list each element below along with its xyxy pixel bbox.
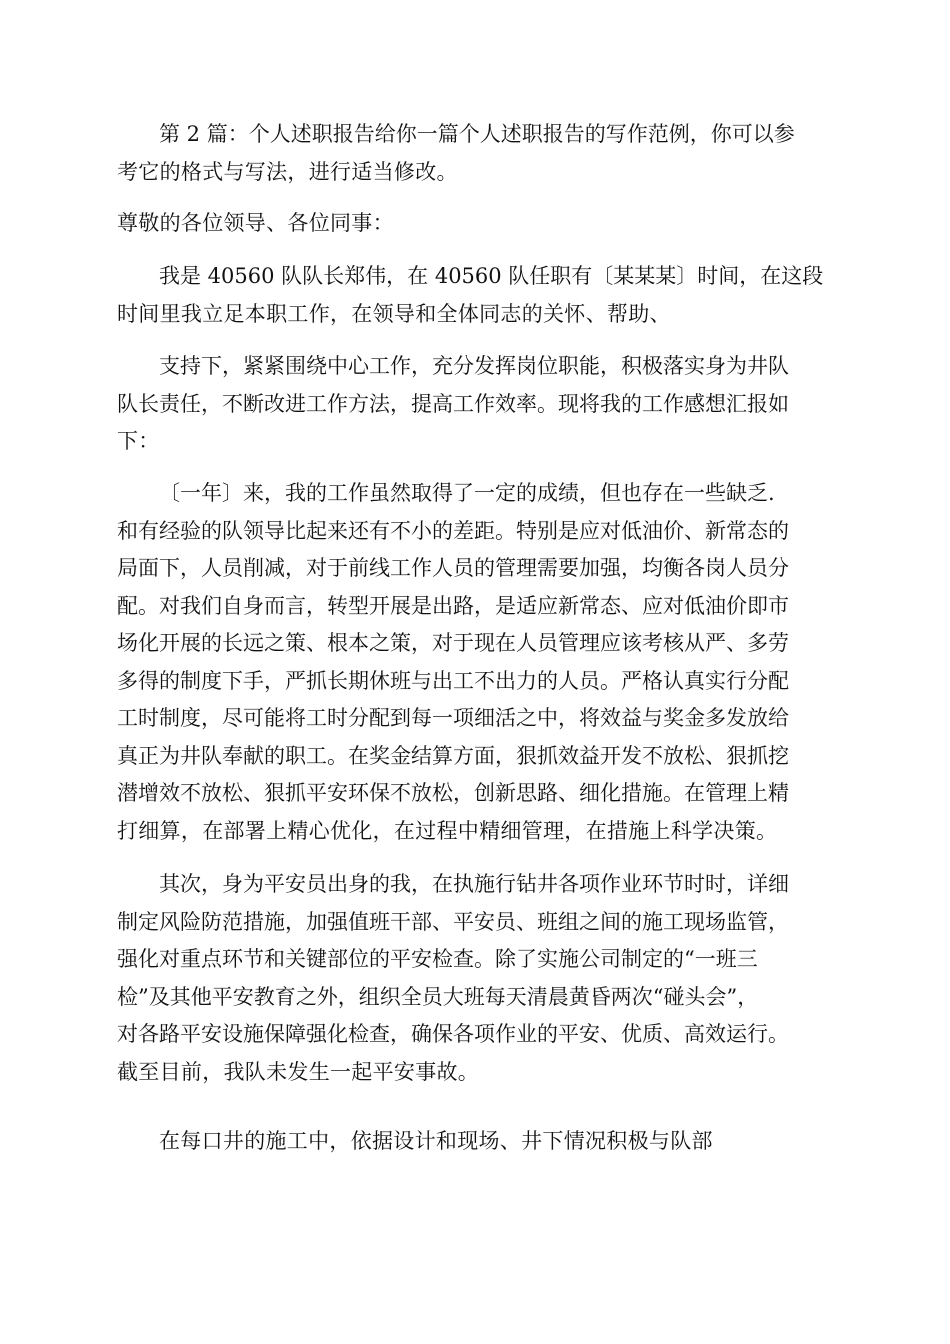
text-line: 局面下，人员削减，对于前线工作人员的管理需要加强，均衡各岗人员分 xyxy=(117,556,789,580)
text-line: 时间里我立足本职工作，在领导和全体同志的关怀、帮助、 xyxy=(117,301,671,326)
text-line: 考它的格式与写法，进行适当修改。 xyxy=(117,159,458,184)
paragraph-salutation xyxy=(117,205,830,243)
text-line: 在每口井的施工中，依据设计和现场、井下情况积极与队部 xyxy=(159,1129,713,1153)
paragraph-construction xyxy=(117,1123,830,1161)
text-line: 潜增效不放松、狠抓平安环保不放松，创新思路、细化措施。在管理上精 xyxy=(117,781,789,805)
text-line: 强化对重点环节和关键部位的平安检查。除了实施公司制定的“一班三 xyxy=(117,947,758,971)
text-line: 配。对我们自身而言，转型开展是出路，是适应新常态、应对低油价即市 xyxy=(117,593,789,618)
text-line: 对各路平安设施保障强化检查，确保各项作业的平安、优质、高效运行。 xyxy=(117,1022,789,1046)
text-line: 尊敬的各位领导、各位同事： xyxy=(117,211,394,235)
text-line: 多得的制度下手，严抓长期休班与出工不出力的人员。严格认真实行分配 xyxy=(117,668,789,693)
paragraph-intro xyxy=(117,116,830,191)
text-line: 和有经验的队领导比起来还有不小的差距。特别是应对低油价、新常态的 xyxy=(117,518,789,543)
paragraph-support xyxy=(117,348,830,461)
text-line: 下： xyxy=(117,429,160,453)
text-line: 支持下，紧紧围绕中心工作，充分发挥岗位职能，积极落实身为井队 xyxy=(159,354,789,378)
text-line: 其次，身为平安员出身的我，在执施行钻井各项作业环节时时，详细 xyxy=(159,872,789,896)
paragraph-safety xyxy=(117,866,830,1091)
text-line: 场化开展的长远之策、根本之策，对于现在人员管理应该考核从严、多劳 xyxy=(117,631,789,655)
text-line: 打细算，在部署上精心优化，在过程中精细管理，在措施上科学决策。 xyxy=(117,818,778,843)
text-line: 队长责任，不断改进工作方法，提高工作效率。现将我的工作感想汇报如 xyxy=(117,391,789,416)
text-line: 截至目前，我队未发生一起平安事故。 xyxy=(117,1059,480,1084)
text-line: 〔一年〕来，我的工作虽然取得了一定的成绩，但也存在一些缺乏. xyxy=(159,481,775,505)
text-line: 工时制度，尽可能将工时分配到每一项细活之中，将效益与奖金多发放给 xyxy=(117,706,789,730)
text-line: 检”及其他平安教育之外，组织全员大班每天清晨黄昏两次“碰头会”， xyxy=(117,984,759,1009)
paragraph-year-review xyxy=(117,475,830,850)
text-line: 制定风险防范措施，加强值班干部、平安员、班组之间的施工现场监管， xyxy=(117,909,789,934)
text-line: 第 2 篇：个人述职报告给你一篇个人述职报告的写作范例，你可以参 xyxy=(159,122,795,146)
text-line: 我是 40560 队队长郑伟，在 40560 队任职有〔某某某〕时间，在这段 xyxy=(159,264,824,288)
text-line: 真正为井队奉献的职工。在奖金结算方面，狠抓效益开发不放松、狠抓挖 xyxy=(117,743,789,768)
paragraph-self-intro xyxy=(117,258,830,333)
